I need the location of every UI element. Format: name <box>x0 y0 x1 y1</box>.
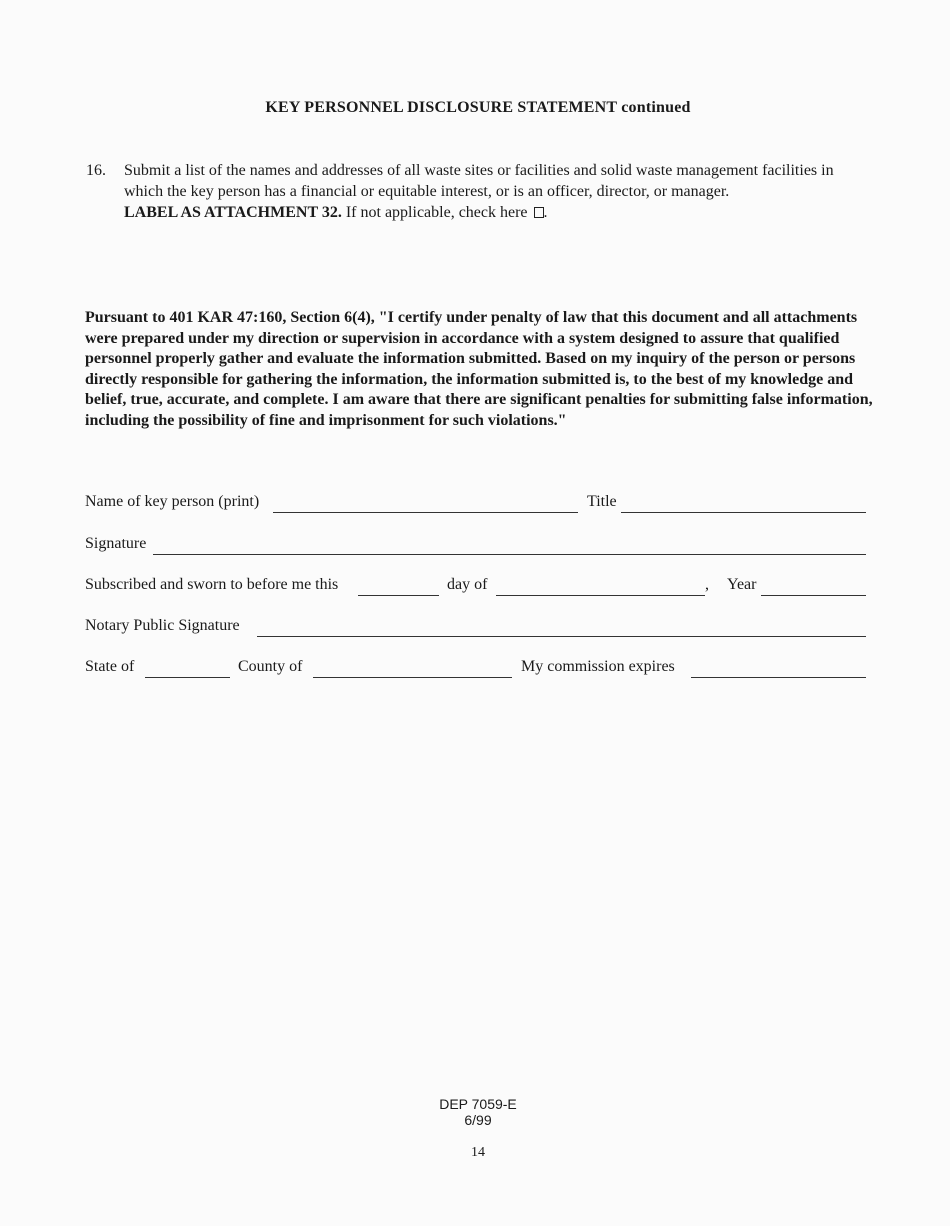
subscribed-label: Subscribed and sworn to before me this <box>85 576 339 593</box>
certification-statement: Pursuant to 401 KAR 47:160, Section 6(4), "I certify under penalty of law that this document and all attachments were prepared under my direction or supervision in accordance with a system designed to assure that qualified personnel properly gather and evaluate the information submitted. Based on my inquiry of the person or persons directly responsible for gathering the information, the information submitted is, to the best of my knowledge and belief, true, accurate, and complete. I am aware that there are significant penalties for submitting false information, including the possibility of fine and imprisonment for such violations." <box>85 309 873 429</box>
county-field[interactable] <box>313 677 512 678</box>
title-label: Title <box>587 493 617 510</box>
signature-label: Signature <box>85 535 147 552</box>
name-field[interactable] <box>273 512 578 513</box>
name-title-row <box>85 493 866 515</box>
state-label: State of <box>85 658 135 675</box>
commission-label: My commission expires <box>521 658 675 675</box>
month-field[interactable] <box>496 595 705 596</box>
year-label: Year <box>727 576 757 593</box>
not-applicable-text: If not applicable, check here <box>345 204 528 221</box>
state-county-row <box>85 658 866 680</box>
page-title: KEY PERSONNEL DISCLOSURE STATEMENT continued <box>265 99 691 116</box>
comma: , <box>705 576 709 593</box>
signature-field[interactable] <box>153 554 866 555</box>
notary-row <box>85 617 866 639</box>
item-16-body: Submit a list of the names and addresses of all waste sites or facilities and solid waste management facilities in which the key person has a financial or equitable interest, or is an officer, director, or manager. LABEL AS ATTACHMENT 32. If not applicable, check here . <box>124 162 834 221</box>
year-field[interactable] <box>761 595 866 596</box>
page-number: 14 <box>471 1145 485 1160</box>
notary-signature-field[interactable] <box>257 636 866 637</box>
title-field[interactable] <box>621 512 866 513</box>
day-of-label: day of <box>447 576 488 593</box>
day-field[interactable] <box>358 595 439 596</box>
item-16 <box>86 160 876 223</box>
item-number: 16. <box>86 162 106 179</box>
form-date: 6/99 <box>464 1112 492 1128</box>
notary-label: Notary Public Signature <box>85 617 240 634</box>
commission-field[interactable] <box>691 677 866 678</box>
county-label: County of <box>238 658 303 675</box>
item-16-text: Submit a list of the names and addresses of all waste sites or facilities and solid waste management facilities in which the key person has a financial or equitable interest, or is an officer, director, or manager. <box>124 162 834 200</box>
subscribed-row <box>85 576 866 598</box>
attachment-label: LABEL AS ATTACHMENT 32. <box>124 204 342 221</box>
state-field[interactable] <box>145 677 230 678</box>
not-applicable-checkbox[interactable] <box>534 207 544 218</box>
form-number: DEP 7059-E <box>439 1096 517 1112</box>
name-label: Name of key person (print) <box>85 493 260 510</box>
signature-row <box>85 535 866 557</box>
